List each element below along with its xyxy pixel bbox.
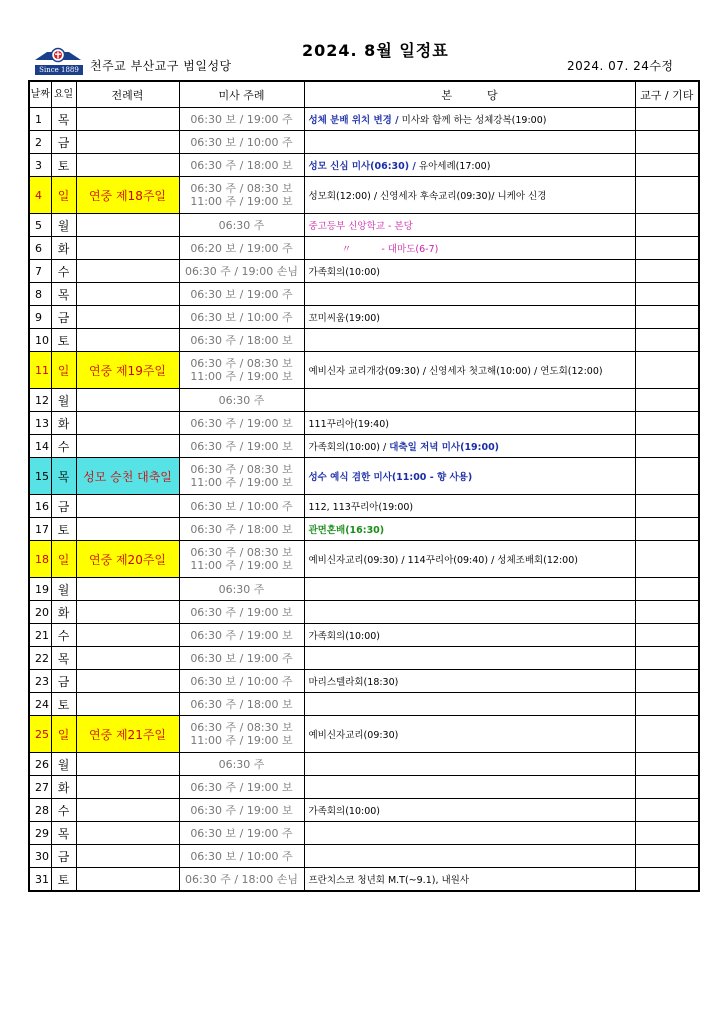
weekday-cell: 월 — [51, 578, 76, 601]
weekday-cell: 수 — [51, 260, 76, 283]
event-cell — [304, 541, 635, 578]
other-cell — [635, 518, 699, 541]
header-weekday: 요일 — [51, 81, 76, 108]
table-row — [29, 458, 699, 495]
event-text: 111꾸리아(19:40) — [308, 419, 389, 430]
weekday-cell: 토 — [51, 329, 76, 352]
day-cell: 9 — [29, 306, 51, 329]
day-cell: 4 — [29, 177, 51, 214]
event-cell — [304, 108, 635, 131]
liturgy-cell — [76, 283, 179, 306]
other-cell — [635, 868, 699, 892]
day-cell: 22 — [29, 647, 51, 670]
weekday-cell: 일 — [51, 541, 76, 578]
table-row — [29, 624, 699, 647]
mass-line: 06:30 보 / 19:00 주 — [190, 826, 293, 840]
other-cell — [635, 716, 699, 753]
event-text: 프란치스코 청년회 M.T(~9.1), 내원사 — [308, 875, 470, 886]
mass-line: 06:30 주 / 19:00 보 — [190, 416, 293, 430]
other-cell — [635, 177, 699, 214]
event-text: 성수 예식 겸한 미사(11:00 - 향 사용) — [308, 472, 473, 483]
other-cell — [635, 541, 699, 578]
table-row — [29, 647, 699, 670]
day-cell: 11 — [29, 352, 51, 389]
event-text: 마리스텔라회(18:30) — [308, 677, 399, 688]
weekday-cell: 일 — [51, 352, 76, 389]
table-row — [29, 154, 699, 177]
table-row — [29, 716, 699, 753]
event-text: 가족회의(10:00) — [308, 267, 380, 278]
day-cell: 16 — [29, 495, 51, 518]
mass-cell — [179, 329, 304, 352]
mass-cell — [179, 495, 304, 518]
liturgy-cell — [76, 670, 179, 693]
parish-name: 천주교 부산교구 범일성당 — [90, 59, 232, 73]
mass-line: 06:30 보 / 19:00 주 — [190, 287, 293, 301]
mass-line: 11:00 주 / 19:00 보 — [190, 476, 293, 489]
mass-line: 06:30 보 / 10:00 주 — [190, 674, 293, 688]
event-cell — [304, 458, 635, 495]
table-row — [29, 352, 699, 389]
liturgy-cell — [76, 647, 179, 670]
weekday-cell: 목 — [51, 108, 76, 131]
event-text: 꼬미씨움(19:00) — [308, 313, 380, 324]
event-text: 〃 - 대마도(6-7) — [308, 244, 439, 255]
mass-cell — [179, 647, 304, 670]
day-cell: 1 — [29, 108, 51, 131]
day-cell: 25 — [29, 716, 51, 753]
mass-line: 11:00 주 / 19:00 보 — [190, 734, 293, 747]
weekday-cell: 목 — [51, 822, 76, 845]
day-cell: 3 — [29, 154, 51, 177]
mass-cell — [179, 412, 304, 435]
liturgy-cell — [76, 154, 179, 177]
liturgy-cell — [76, 412, 179, 435]
liturgy-cell: 연중 제20주일 — [76, 541, 179, 578]
mass-cell — [179, 177, 304, 214]
weekday-cell: 수 — [51, 624, 76, 647]
event-cell — [304, 154, 635, 177]
event-text: 예비신자 교리개강(09:30) / 신영세자 첫고해(10:00) / 연도회(12:00) — [308, 366, 603, 377]
table-row — [29, 670, 699, 693]
mass-line: 06:30 보 / 10:00 주 — [190, 849, 293, 863]
event-cell — [304, 177, 635, 214]
schedule-body — [29, 108, 699, 892]
mass-line: 06:30 보 / 19:00 주 — [190, 651, 293, 665]
revision-date: 2024. 07. 24수정 — [567, 59, 674, 73]
mass-cell — [179, 753, 304, 776]
event-cell — [304, 352, 635, 389]
mass-cell — [179, 306, 304, 329]
mass-cell — [179, 578, 304, 601]
mass-cell — [179, 260, 304, 283]
liturgy-cell — [76, 578, 179, 601]
day-cell: 24 — [29, 693, 51, 716]
other-cell — [635, 154, 699, 177]
header-other: 교구 / 기타 — [635, 81, 699, 108]
liturgy-cell — [76, 108, 179, 131]
mass-cell — [179, 435, 304, 458]
mass-line: 06:30 주 / 18:00 손님 — [185, 872, 298, 886]
mass-cell — [179, 352, 304, 389]
mass-cell — [179, 458, 304, 495]
mass-line: 06:30 주 / 18:00 보 — [190, 522, 293, 536]
header-mass: 미사 주례 — [179, 81, 304, 108]
mass-line: 06:30 주 / 18:00 보 — [190, 158, 293, 172]
event-cell — [304, 822, 635, 845]
weekday-cell: 목 — [51, 647, 76, 670]
event-cell — [304, 845, 635, 868]
other-cell — [635, 495, 699, 518]
liturgy-cell: 연중 제18주일 — [76, 177, 179, 214]
mass-line: 06:30 주 / 18:00 보 — [190, 333, 293, 347]
liturgy-cell: 연중 제21주일 — [76, 716, 179, 753]
event-cell — [304, 306, 635, 329]
other-cell — [635, 389, 699, 412]
weekday-cell: 토 — [51, 518, 76, 541]
table-header-row — [29, 81, 699, 108]
day-cell: 10 — [29, 329, 51, 352]
event-cell — [304, 624, 635, 647]
other-cell — [635, 845, 699, 868]
table-row — [29, 237, 699, 260]
liturgy-cell — [76, 495, 179, 518]
weekday-cell: 화 — [51, 601, 76, 624]
mass-line: 06:30 주 / 19:00 보 — [190, 439, 293, 453]
mass-cell — [179, 845, 304, 868]
weekday-cell: 금 — [51, 845, 76, 868]
liturgy-cell — [76, 214, 179, 237]
table-row — [29, 177, 699, 214]
liturgy-cell — [76, 435, 179, 458]
mass-line: 06:30 주 — [218, 757, 265, 771]
mass-line: 06:30 주 / 19:00 보 — [190, 628, 293, 642]
event-text: 성모회(12:00) / 신영세자 후속교리(09:30)/ 니케아 신경 — [308, 191, 547, 202]
liturgy-cell — [76, 131, 179, 154]
event-cell — [304, 868, 635, 892]
other-cell — [635, 647, 699, 670]
event-text: 대축일 저녁 미사(19:00) — [389, 442, 500, 453]
event-text: 가족회의(10:00) — [308, 806, 380, 817]
table-row — [29, 578, 699, 601]
event-cell — [304, 495, 635, 518]
day-cell: 17 — [29, 518, 51, 541]
mass-line: 06:30 보 / 10:00 주 — [190, 499, 293, 513]
event-text: 112, 113꾸리아(19:00) — [308, 502, 414, 513]
day-cell: 30 — [29, 845, 51, 868]
table-row — [29, 260, 699, 283]
day-cell: 28 — [29, 799, 51, 822]
mass-line: 06:30 주 / 18:00 보 — [190, 697, 293, 711]
other-cell — [635, 670, 699, 693]
diocese-emblem-icon — [33, 46, 83, 64]
weekday-cell: 수 — [51, 799, 76, 822]
liturgy-cell: 성모 승천 대축일 — [76, 458, 179, 495]
liturgy-cell — [76, 845, 179, 868]
mass-line: 06:30 주 / 19:00 보 — [190, 605, 293, 619]
weekday-cell: 토 — [51, 868, 76, 892]
weekday-cell: 토 — [51, 154, 76, 177]
other-cell — [635, 352, 699, 389]
mass-line: 11:00 주 / 19:00 보 — [190, 370, 293, 383]
mass-cell — [179, 214, 304, 237]
liturgy-cell — [76, 822, 179, 845]
other-cell — [635, 776, 699, 799]
mass-cell — [179, 389, 304, 412]
weekday-cell: 월 — [51, 753, 76, 776]
mass-cell — [179, 283, 304, 306]
other-cell — [635, 108, 699, 131]
weekday-cell: 화 — [51, 237, 76, 260]
mass-cell — [179, 693, 304, 716]
liturgy-cell — [76, 753, 179, 776]
other-cell — [635, 435, 699, 458]
weekday-cell: 금 — [51, 131, 76, 154]
other-cell — [635, 237, 699, 260]
header-liturgy: 전례력 — [76, 81, 179, 108]
day-cell: 2 — [29, 131, 51, 154]
liturgy-cell — [76, 237, 179, 260]
mass-line: 06:30 보 / 19:00 주 — [190, 112, 293, 126]
mass-cell — [179, 518, 304, 541]
event-text: 예비신자교리(09:30) — [308, 730, 399, 741]
day-cell: 14 — [29, 435, 51, 458]
mass-line: 06:20 보 / 19:00 주 — [190, 241, 293, 255]
event-cell — [304, 435, 635, 458]
mass-cell — [179, 822, 304, 845]
table-row — [29, 131, 699, 154]
table-row — [29, 412, 699, 435]
event-cell — [304, 776, 635, 799]
weekday-cell: 수 — [51, 435, 76, 458]
table-row — [29, 306, 699, 329]
weekday-cell: 일 — [51, 716, 76, 753]
table-row — [29, 214, 699, 237]
other-cell — [635, 412, 699, 435]
mass-line: 06:30 주 — [218, 393, 265, 407]
logo-since-text: Since 1889 — [35, 65, 83, 75]
mass-line: 06:30 보 / 10:00 주 — [190, 135, 293, 149]
day-cell: 18 — [29, 541, 51, 578]
other-cell — [635, 458, 699, 495]
day-cell: 21 — [29, 624, 51, 647]
table-row — [29, 389, 699, 412]
event-text: 미사와 함께 하는 성체강복(19:00) — [398, 115, 547, 126]
day-cell: 15 — [29, 458, 51, 495]
mass-line: 06:30 주 / 19:00 보 — [190, 803, 293, 817]
table-row — [29, 518, 699, 541]
event-cell — [304, 260, 635, 283]
day-cell: 13 — [29, 412, 51, 435]
table-row — [29, 799, 699, 822]
mass-cell — [179, 601, 304, 624]
liturgy-cell — [76, 329, 179, 352]
weekday-cell: 화 — [51, 776, 76, 799]
mass-line: 06:30 보 / 10:00 주 — [190, 310, 293, 324]
event-cell — [304, 601, 635, 624]
other-cell — [635, 578, 699, 601]
other-cell — [635, 329, 699, 352]
header-day: 날짜 — [29, 81, 51, 108]
day-cell: 20 — [29, 601, 51, 624]
mass-line: 06:30 주 / 08:30 보 — [190, 546, 293, 559]
table-row — [29, 283, 699, 306]
table-row — [29, 845, 699, 868]
day-cell: 29 — [29, 822, 51, 845]
liturgy-cell — [76, 693, 179, 716]
event-text: 성체 분배 위치 변경 / — [308, 115, 399, 126]
other-cell — [635, 799, 699, 822]
liturgy-cell — [76, 260, 179, 283]
day-cell: 5 — [29, 214, 51, 237]
mass-line: 06:30 주 / 08:30 보 — [190, 721, 293, 734]
day-cell: 26 — [29, 753, 51, 776]
weekday-cell: 토 — [51, 693, 76, 716]
event-cell — [304, 131, 635, 154]
weekday-cell: 월 — [51, 389, 76, 412]
event-text: 예비신자교리(09:30) / 114꾸리아(09:40) / 성체조배회(12:00) — [308, 555, 578, 566]
mass-cell — [179, 868, 304, 892]
liturgy-cell — [76, 799, 179, 822]
header-main: 본 당 — [304, 81, 635, 108]
mass-cell — [179, 154, 304, 177]
event-cell — [304, 237, 635, 260]
day-cell: 19 — [29, 578, 51, 601]
mass-cell — [179, 108, 304, 131]
event-cell — [304, 716, 635, 753]
event-cell — [304, 329, 635, 352]
mass-cell — [179, 624, 304, 647]
event-cell — [304, 799, 635, 822]
mass-line: 11:00 주 / 19:00 보 — [190, 195, 293, 208]
mass-cell — [179, 237, 304, 260]
mass-line: 06:30 주 — [218, 218, 265, 232]
other-cell — [635, 624, 699, 647]
other-cell — [635, 306, 699, 329]
other-cell — [635, 601, 699, 624]
table-row — [29, 822, 699, 845]
day-cell: 7 — [29, 260, 51, 283]
mass-cell — [179, 799, 304, 822]
table-row — [29, 868, 699, 892]
mass-line: 06:30 주 / 08:30 보 — [190, 357, 293, 370]
other-cell — [635, 283, 699, 306]
event-text: 유아세례(17:00) — [415, 161, 491, 172]
table-row — [29, 541, 699, 578]
mass-line: 06:30 주 — [218, 582, 265, 596]
event-cell — [304, 753, 635, 776]
event-text: 중고등부 신앙학교 - 본당 — [308, 221, 413, 232]
event-text: 가족회의(10:00) / — [308, 442, 390, 453]
event-cell — [304, 670, 635, 693]
diocese-logo — [33, 46, 83, 76]
event-cell — [304, 214, 635, 237]
table-row — [29, 329, 699, 352]
event-text: 가족회의(10:00) — [308, 631, 380, 642]
other-cell — [635, 753, 699, 776]
day-cell: 8 — [29, 283, 51, 306]
weekday-cell: 일 — [51, 177, 76, 214]
other-cell — [635, 822, 699, 845]
event-cell — [304, 518, 635, 541]
page-title: 2024. 8월 일정표 — [302, 41, 449, 60]
weekday-cell: 목 — [51, 283, 76, 306]
liturgy-cell — [76, 601, 179, 624]
day-cell: 6 — [29, 237, 51, 260]
schedule-table — [28, 80, 700, 892]
weekday-cell: 목 — [51, 458, 76, 495]
event-cell — [304, 283, 635, 306]
liturgy-cell — [76, 868, 179, 892]
mass-line: 06:30 주 / 19:00 손님 — [185, 264, 298, 278]
event-cell — [304, 389, 635, 412]
mass-cell — [179, 541, 304, 578]
mass-cell — [179, 670, 304, 693]
mass-line: 06:30 주 / 08:30 보 — [190, 463, 293, 476]
other-cell — [635, 131, 699, 154]
liturgy-cell — [76, 389, 179, 412]
mass-cell — [179, 716, 304, 753]
day-cell: 31 — [29, 868, 51, 892]
day-cell: 27 — [29, 776, 51, 799]
table-row — [29, 753, 699, 776]
mass-cell — [179, 131, 304, 154]
table-row — [29, 601, 699, 624]
mass-cell — [179, 776, 304, 799]
table-row — [29, 776, 699, 799]
other-cell — [635, 693, 699, 716]
weekday-cell: 금 — [51, 670, 76, 693]
liturgy-cell — [76, 624, 179, 647]
liturgy-cell — [76, 518, 179, 541]
mass-line: 11:00 주 / 19:00 보 — [190, 559, 293, 572]
event-text: 관면혼배(16:30) — [308, 525, 385, 536]
event-text: 성모 신심 미사(06:30) / — [308, 161, 416, 172]
liturgy-cell: 연중 제19주일 — [76, 352, 179, 389]
table-row — [29, 435, 699, 458]
event-cell — [304, 412, 635, 435]
weekday-cell: 금 — [51, 495, 76, 518]
event-cell — [304, 578, 635, 601]
mass-line: 06:30 주 / 08:30 보 — [190, 182, 293, 195]
weekday-cell: 금 — [51, 306, 76, 329]
weekday-cell: 화 — [51, 412, 76, 435]
liturgy-cell — [76, 306, 179, 329]
mass-line: 06:30 주 / 19:00 보 — [190, 780, 293, 794]
other-cell — [635, 214, 699, 237]
table-row — [29, 693, 699, 716]
day-cell: 12 — [29, 389, 51, 412]
day-cell: 23 — [29, 670, 51, 693]
event-cell — [304, 693, 635, 716]
liturgy-cell — [76, 776, 179, 799]
weekday-cell: 월 — [51, 214, 76, 237]
other-cell — [635, 260, 699, 283]
event-cell — [304, 647, 635, 670]
table-row — [29, 495, 699, 518]
table-row — [29, 108, 699, 131]
